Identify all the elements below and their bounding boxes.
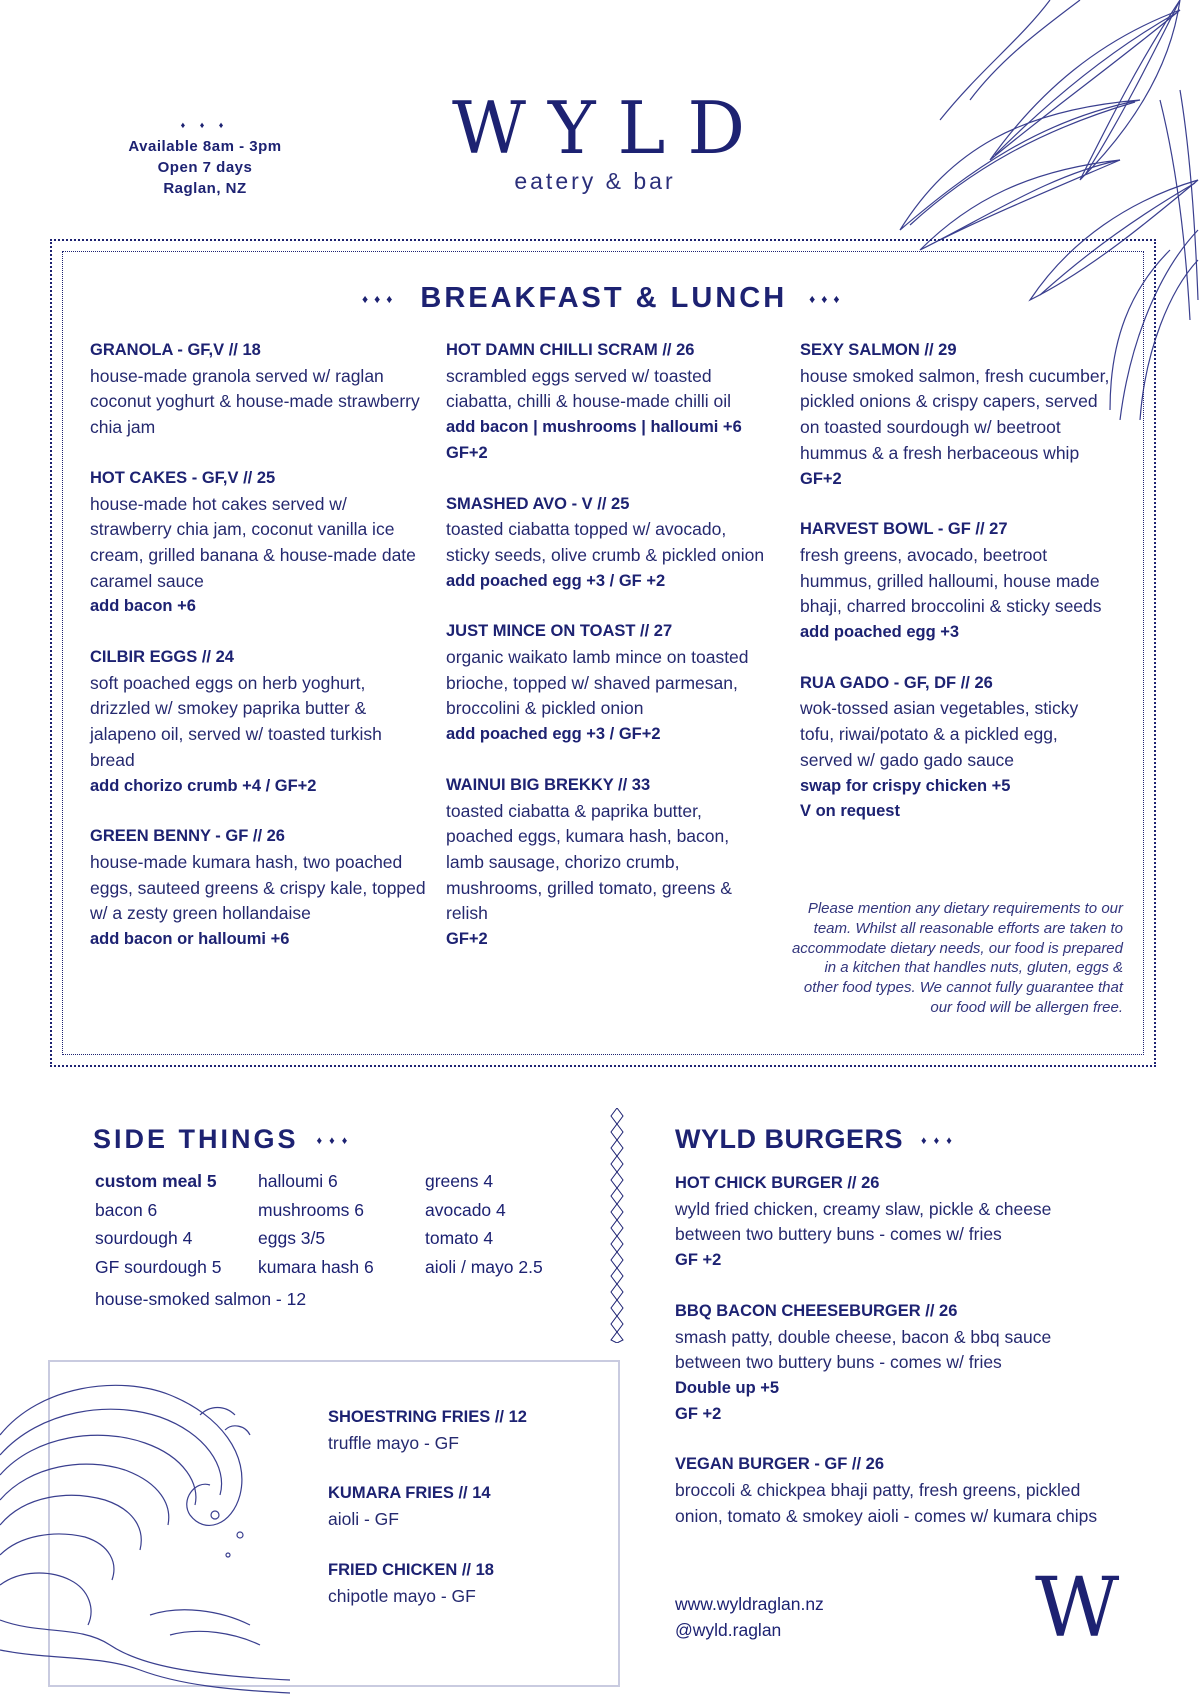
item-name: CILBIR EGGS // 24 [90, 648, 234, 667]
list-item: house-smoked salmon - 12 [95, 1289, 307, 1309]
item-description: scrambled eggs served w/ toasted ciabatta, chilli & house-made chilli oil [446, 365, 731, 412]
diamond-ornament-icon: ♦♦♦ [921, 1134, 959, 1147]
list-item: mushrooms 6 [258, 1199, 365, 1220]
list-item: custom meal 5 [95, 1171, 217, 1191]
item-description: organic waikato lamb mince on toasted brioche, topped w/ shaved parmesan, broccolini & pickled onion [446, 647, 749, 719]
divider-ornament [610, 1108, 624, 1343]
item-description: truffle mayo - GF [328, 1432, 459, 1453]
sides-column-3 [425, 1167, 543, 1282]
item-description: house smoked salmon, fresh cucumber, pickled onions & crispy capers, served on toasted sourdough w/ beetroot hummus & a fresh herbaceous whip [800, 365, 1110, 463]
item-description: house-made kumara hash, two poached eggs, sauteed greens & crispy kale, topped w/ a zesty green hollandaise [90, 851, 426, 924]
opening-hours: Available 8am - 3pm [128, 138, 282, 155]
item-name: FRIED CHICKEN // 18 [328, 1560, 494, 1579]
item-description: house-made hot cakes served w/ strawberry chia jam, coconut vanilla ice cream, grilled banana & house-made date caramel sauce [90, 493, 416, 591]
item-description: wyld fried chicken, creamy slaw, pickle & cheese between two buttery buns - comes w/ fries [675, 1198, 1052, 1245]
item-name: WAINUI BIG BREKKY // 33 [446, 775, 651, 794]
item-description: toasted ciabatta topped w/ avocado, sticky seeds, olive crumb & pickled onion [446, 519, 765, 565]
menu-item [90, 338, 430, 441]
diamond-ornament-icon: ♦ ♦ ♦ [180, 120, 230, 130]
section-heading: SIDE THINGS [93, 1124, 299, 1154]
wave-illustration [0, 1375, 290, 1697]
breakfast-column-1 [90, 338, 430, 978]
item-description: smash patty, double cheese, bacon & bbq sauce between two buttery buns - comes w/ fries [675, 1326, 1052, 1373]
menu-item [800, 517, 1110, 646]
item-addon: add bacon or halloumi +6 [90, 930, 290, 949]
item-name: JUST MINCE ON TOAST // 27 [446, 622, 673, 641]
opening-info [100, 115, 310, 199]
item-addon: Double up +5 [675, 1378, 780, 1397]
item-description: fresh greens, avocado, beetroot hummus, grilled halloumi, house made bhaji, charred broccolini & sticky seeds [800, 544, 1102, 617]
item-name: SMASHED AVO - V // 25 [446, 494, 630, 513]
monogram-logo: W [1035, 1561, 1120, 1656]
diamond-ornament-icon: ♦♦♦ [362, 292, 399, 307]
open-days: Open 7 days [157, 159, 253, 176]
item-description: house-made granola served w/ raglan coconut yoghurt & house-made strawberry chia jam [90, 365, 420, 438]
item-description: broccoli & chickpea bhaji patty, fresh greens, pickled onion, tomato & smokey aioli - comes w/ kumara chips [675, 1480, 1098, 1526]
menu-item [675, 1171, 1105, 1274]
item-name: HARVEST BOWL - GF // 27 [800, 520, 1008, 539]
website-link[interactable]: www.wyldraglan.nz [675, 1594, 824, 1614]
item-description: soft poached eggs on herb yoghurt, drizzled w/ smokey paprika butter & jalapeno oil, served w/ toasted turkish bread [90, 672, 382, 770]
item-addon: GF+2 [446, 443, 488, 462]
list-item: bacon 6 [95, 1199, 158, 1220]
item-addon: add poached egg +3 [800, 623, 960, 642]
footer-links [675, 1591, 824, 1643]
burgers-list [675, 1171, 1105, 1554]
list-item: tomato 4 [425, 1228, 494, 1249]
menu-item [446, 619, 766, 748]
item-addon: V on request [800, 802, 900, 821]
item-name: KUMARA FRIES // 14 [328, 1484, 491, 1503]
item-addon: GF +2 [675, 1404, 722, 1423]
item-addon: GF +2 [675, 1251, 722, 1270]
item-addon: add chorizo crumb +4 / GF+2 [90, 776, 317, 795]
item-name: GREEN BENNY - GF // 26 [90, 827, 285, 846]
item-description: wok-tossed asian vegetables, sticky tofu, riwai/potato & a pickled egg, served w/ gado gado sauce [800, 698, 1079, 770]
section-heading: BREAKFAST & LUNCH [420, 282, 788, 314]
list-item: avocado 4 [425, 1199, 506, 1220]
logo-tagline: eatery & bar [514, 168, 676, 194]
list-item: kumara hash 6 [258, 1257, 374, 1278]
menu-item [675, 1299, 1105, 1428]
item-name: VEGAN BURGER - GF // 26 [675, 1455, 885, 1474]
item-addon: GF+2 [446, 930, 488, 949]
menu-item [328, 1558, 608, 1609]
list-item: eggs 3/5 [258, 1228, 326, 1249]
side-things-title [93, 1124, 354, 1155]
menu-item [675, 1452, 1105, 1529]
menu-item [446, 492, 766, 595]
item-addon: add poached egg +3 / GF+2 [446, 725, 661, 744]
instagram-handle[interactable]: @wyld.raglan [675, 1620, 782, 1640]
diamond-ornament-icon: ♦♦♦ [316, 1134, 355, 1147]
menu-item [328, 1405, 608, 1456]
dietary-disclaimer: Please mention any dietary requirements to our team. Whilst all reasonable efforts are taken to accommodate dietary needs, our food is prepared in a kitchen that handles nuts, gluten, eggs & other food types. We cannot fully guarantee that our food will be allergen free. [791, 900, 1123, 1016]
item-description: aioli - GF [328, 1509, 399, 1530]
item-name: GRANOLA - GF,V // 18 [90, 341, 261, 359]
breakfast-column-3 [800, 338, 1110, 850]
item-name: RUA GADO - GF, DF // 26 [800, 673, 993, 692]
item-name: HOT DAMN CHILLI SCRAM // 26 [446, 341, 695, 359]
menu-item [90, 466, 430, 620]
item-description: toasted ciabatta & paprika butter, poached eggs, kumara hash, bacon, lamb sausage, chorizo crumb, mushrooms, grilled tomato, greens & relish [446, 800, 732, 924]
sides-column-2 [258, 1167, 374, 1282]
wyld-burgers-title [675, 1124, 959, 1155]
list-item: greens 4 [425, 1171, 494, 1191]
item-addon: add bacon | mushrooms | halloumi +6 [446, 418, 742, 437]
list-item: halloumi 6 [258, 1171, 338, 1191]
location: Raglan, NZ [163, 180, 247, 197]
item-addon: swap for crispy chicken +5 [800, 776, 1011, 795]
item-addon: add bacon +6 [90, 597, 196, 616]
menu-item [800, 671, 1110, 825]
menu-item [90, 824, 430, 953]
item-name: SEXY SALMON // 29 [800, 341, 957, 359]
item-addon: add poached egg +3 / GF +2 [446, 571, 666, 590]
menu-item [800, 338, 1110, 492]
list-item: GF sourdough 5 [95, 1257, 222, 1278]
item-addon: GF+2 [800, 469, 842, 488]
menu-item [90, 645, 430, 799]
list-item: aioli / mayo 2.5 [425, 1257, 543, 1278]
menu-item [446, 773, 766, 953]
brand-logo [430, 86, 768, 195]
breakfast-column-2 [446, 338, 766, 978]
sides-column-1 [95, 1167, 221, 1282]
breakfast-lunch-title [340, 282, 860, 315]
menu-item [328, 1481, 608, 1532]
item-name: HOT CHICK BURGER // 26 [675, 1174, 880, 1192]
list-item: sourdough 4 [95, 1228, 193, 1249]
item-name: HOT CAKES - GF,V // 25 [90, 468, 276, 487]
item-name: SHOESTRING FRIES // 12 [328, 1408, 527, 1426]
logo-wordmark: WYLD [452, 86, 768, 170]
fries-list [328, 1405, 608, 1634]
diamond-ornament-icon: ♦♦♦ [809, 292, 846, 307]
item-description: chipotle mayo - GF [328, 1585, 476, 1606]
menu-item [446, 338, 766, 467]
item-name: BBQ BACON CHEESEBURGER // 26 [675, 1301, 958, 1320]
section-heading: WYLD BURGERS [675, 1124, 903, 1154]
